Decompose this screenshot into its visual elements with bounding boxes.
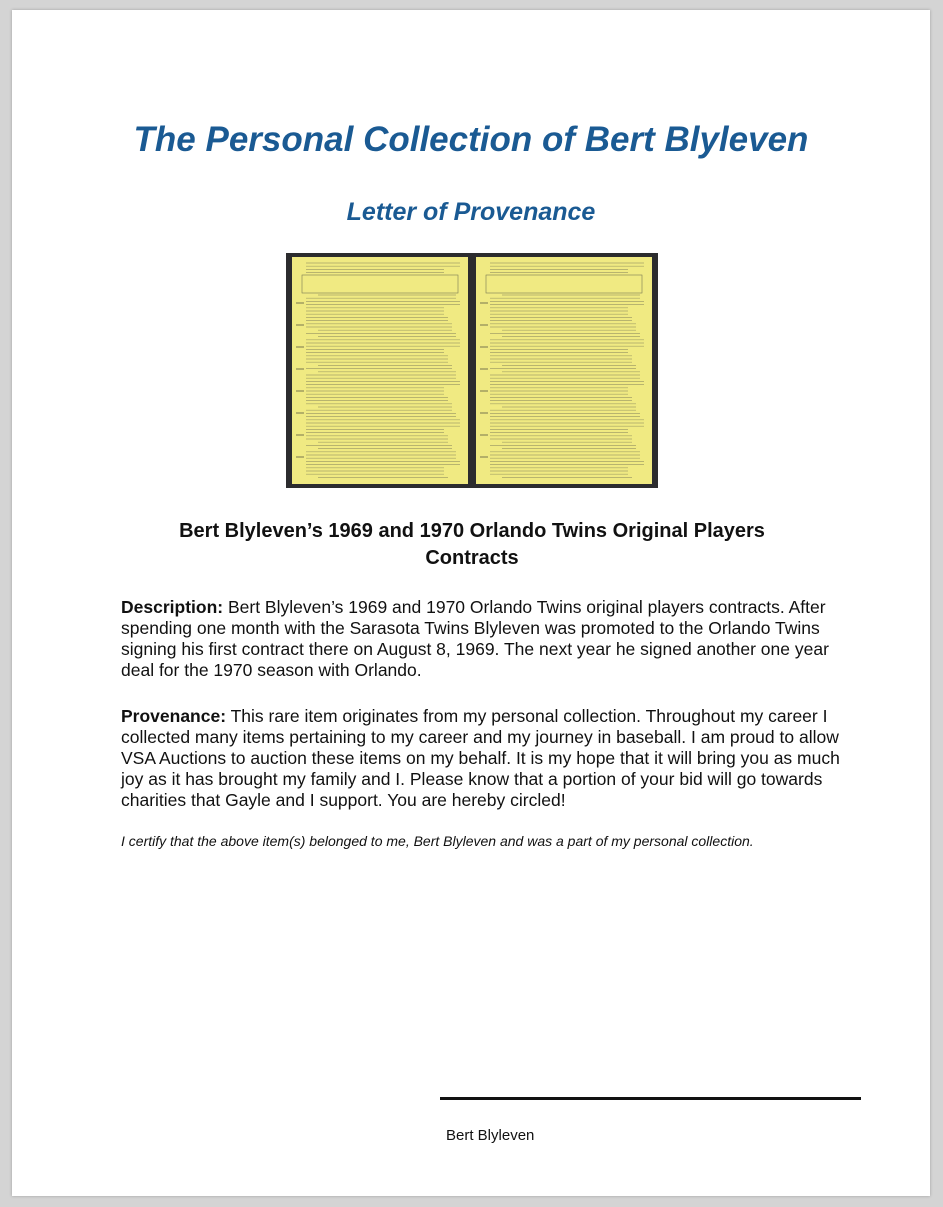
- signature-line: [440, 1097, 861, 1100]
- contracts-photo-drawing: [286, 253, 658, 488]
- description-paragraph: [121, 597, 841, 681]
- page-subtitle: Letter of Provenance: [346, 198, 596, 226]
- certification-statement: I certify that the above item(s) belonged to me, Bert Blyleven and was a part of my personal collection.: [121, 833, 754, 849]
- item-title: Bert Blyleven’s 1969 and 1970 Orlando Twins Original Players Contracts: [179, 520, 765, 569]
- provenance-paragraph: [121, 706, 841, 811]
- description-label: Description:: [121, 597, 224, 617]
- provenance-text: This rare item originates from my personal collection. Throughout my career I collected many items pertaining to my career and my journey in baseball. I am proud to allow VSA Auctions to auction these items on my behalf. It is my hope that it will bring you as much joy as it has brought my family and I. Please know that a portion of your bid will go towards charities that Gayle and I support. You are hereby circled!: [121, 706, 840, 810]
- contracts-photo: [286, 253, 658, 488]
- page-title: The Personal Collection of Bert Blyleven: [133, 120, 809, 159]
- provenance-label: Provenance:: [121, 706, 227, 726]
- signature-name: Bert Blyleven: [446, 1127, 535, 1144]
- letter-page: [12, 10, 930, 1196]
- description-text: Bert Blyleven’s 1969 and 1970 Orlando Twins original players contracts. After spending one month with the Sarasota Twins Blyleven was promoted to the Orlando Twins signing his first contract there on August 8, 1969. The next year he signed another one year deal for the 1970 season with Orlando.: [121, 597, 829, 680]
- contract-sheet-1: [292, 257, 468, 484]
- contract-sheet-2: [476, 257, 652, 484]
